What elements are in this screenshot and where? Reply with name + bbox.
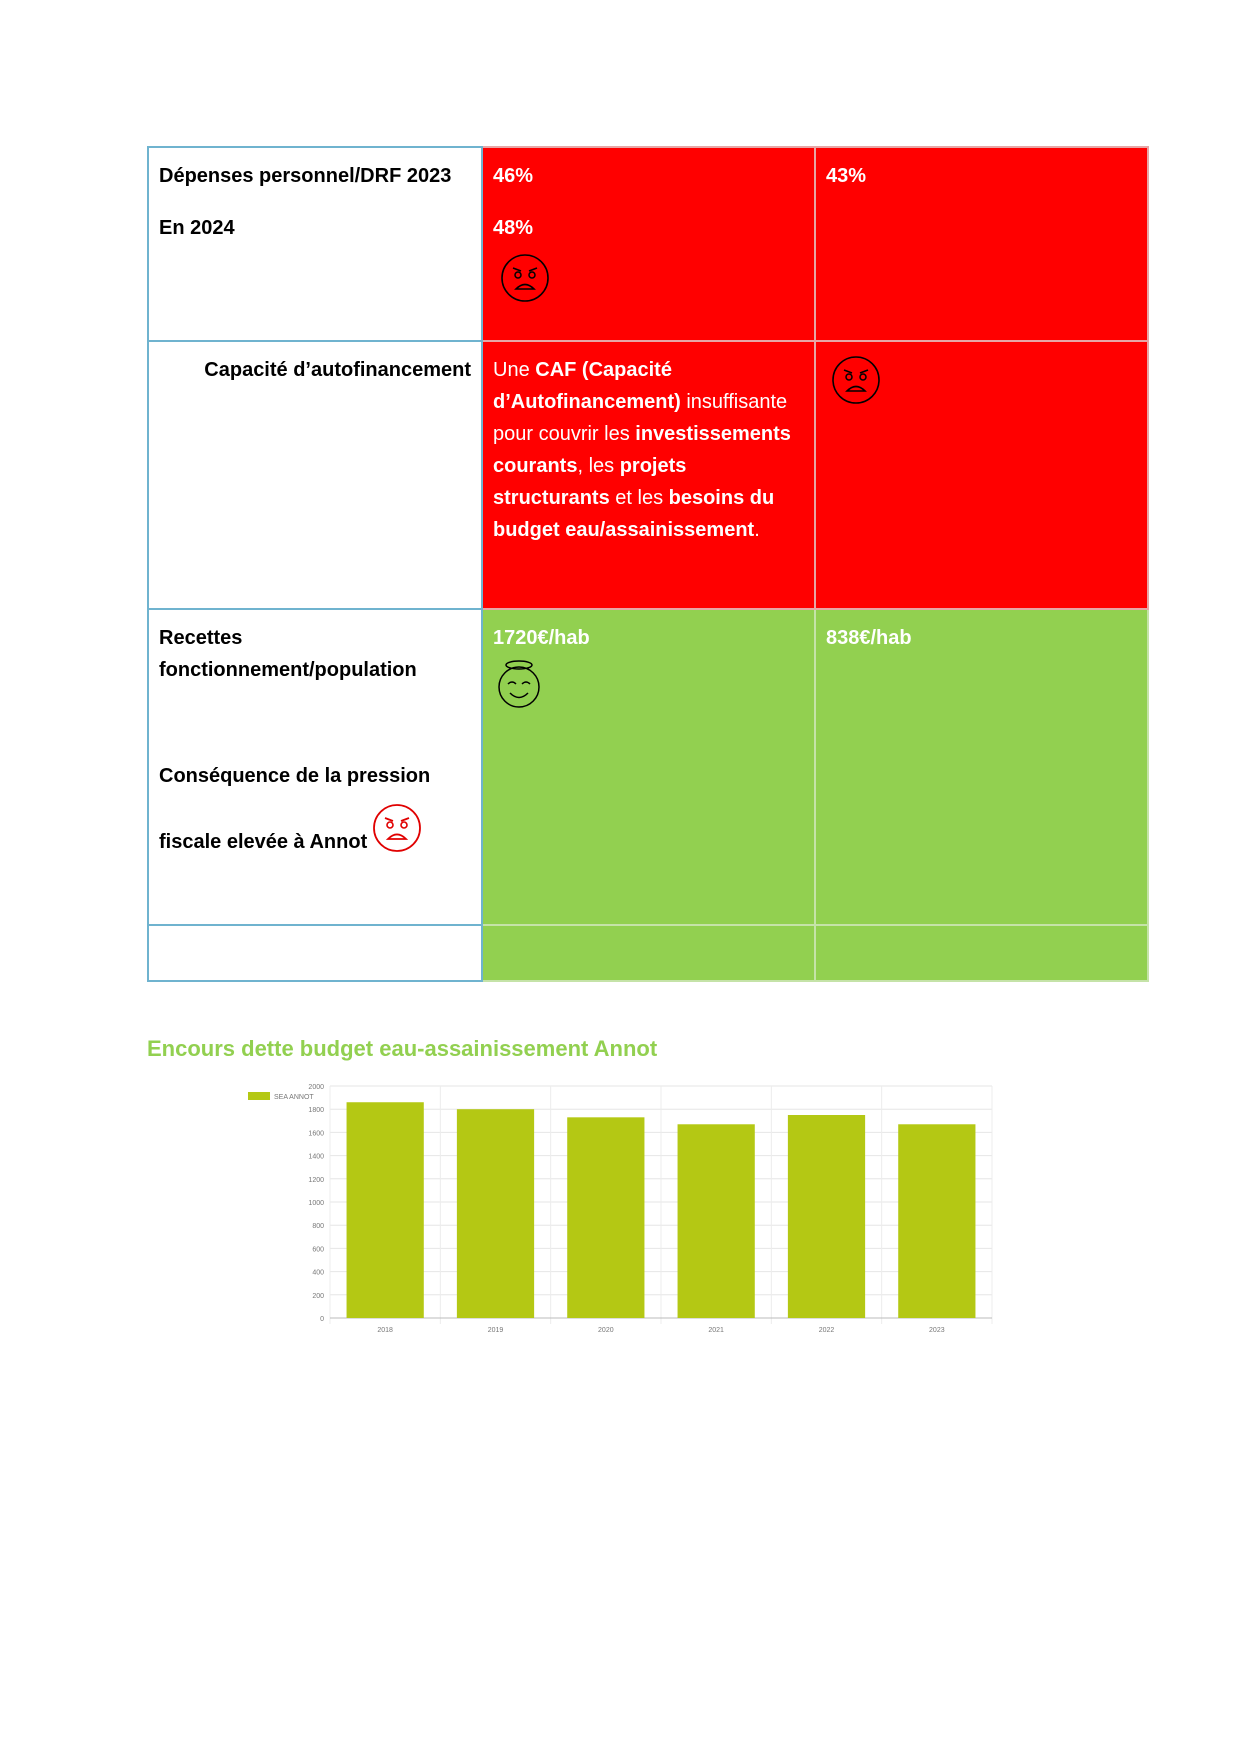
value-2023: 46% bbox=[493, 165, 534, 187]
note-line2: fiscale elevée à Annot bbox=[159, 831, 368, 853]
bar bbox=[457, 1109, 534, 1318]
row-caf-compare bbox=[815, 341, 1148, 609]
y-tick-label: 800 bbox=[312, 1223, 324, 1231]
chart-title: Encours dette budget eau-assainissement Annot bbox=[147, 1036, 658, 1061]
angry-face-icon bbox=[499, 252, 804, 304]
y-tick-label: 1200 bbox=[308, 1176, 324, 1184]
y-tick-label: 600 bbox=[312, 1246, 324, 1254]
bar bbox=[788, 1115, 865, 1318]
bar bbox=[678, 1124, 755, 1318]
empty-cell bbox=[148, 925, 482, 981]
row-caf bbox=[148, 341, 1148, 609]
y-tick-label: 1400 bbox=[308, 1153, 324, 1161]
bar bbox=[347, 1102, 424, 1318]
recettes-annot-value: 1720€/hab bbox=[493, 627, 590, 649]
note-line1: Conséquence de la pression bbox=[159, 765, 431, 787]
angry-face-icon bbox=[371, 802, 423, 864]
bar bbox=[898, 1124, 975, 1318]
x-tick-label: 2020 bbox=[598, 1327, 614, 1334]
row-personnel bbox=[148, 147, 1148, 341]
legend-label: SEA ANNOT bbox=[274, 1094, 314, 1101]
angel-face-icon bbox=[495, 658, 804, 710]
row-recettes-compare bbox=[815, 609, 1148, 925]
y-tick-label: 2000 bbox=[308, 1084, 324, 1091]
row-personnel-label bbox=[148, 147, 482, 341]
label-recettes: Recettes fonctionnement/population bbox=[159, 627, 417, 681]
empty-cell bbox=[815, 925, 1148, 981]
label-caf: Capacité d’autofinancement bbox=[204, 359, 471, 381]
empty-cell bbox=[482, 925, 815, 981]
row-caf-annot bbox=[482, 341, 815, 609]
row-recettes bbox=[148, 609, 1148, 925]
x-tick-label: 2023 bbox=[929, 1327, 945, 1334]
compare-value: 43% bbox=[826, 165, 867, 187]
x-tick-label: 2019 bbox=[487, 1327, 504, 1334]
y-tick-label: 0 bbox=[320, 1316, 324, 1323]
y-tick-label: 1800 bbox=[308, 1107, 324, 1115]
row-personnel-annot bbox=[482, 147, 815, 341]
debt-bar-chart bbox=[240, 1080, 1000, 1340]
x-tick-label: 2018 bbox=[377, 1327, 393, 1334]
row-empty bbox=[148, 925, 1148, 981]
x-tick-label: 2021 bbox=[708, 1327, 724, 1334]
angry-face-icon bbox=[830, 354, 1137, 406]
x-tick-label: 2022 bbox=[818, 1327, 835, 1334]
y-tick-label: 1600 bbox=[308, 1130, 324, 1138]
recettes-compare-value: 838€/hab bbox=[826, 627, 912, 649]
label-2024: En 2024 bbox=[159, 217, 235, 239]
indicator-table bbox=[147, 146, 1149, 982]
y-tick-label: 400 bbox=[312, 1269, 324, 1277]
row-caf-label bbox=[148, 341, 482, 609]
caf-text: Une CAF (Capacité d’Autofinancement) insuffisante pour couvrir les investissements courants, les projets structurants et les besoins du budget eau/assainissement. bbox=[493, 359, 791, 541]
y-tick-label: 200 bbox=[312, 1292, 324, 1300]
bar bbox=[567, 1117, 644, 1318]
row-personnel-compare bbox=[815, 147, 1148, 341]
row-recettes-annot bbox=[482, 609, 815, 925]
y-tick-label: 1000 bbox=[308, 1200, 324, 1207]
legend-swatch bbox=[248, 1092, 270, 1100]
row-recettes-label bbox=[148, 609, 482, 925]
value-2024: 48% bbox=[493, 217, 534, 239]
label-depenses: Dépenses personnel/DRF 2023 bbox=[159, 165, 452, 187]
